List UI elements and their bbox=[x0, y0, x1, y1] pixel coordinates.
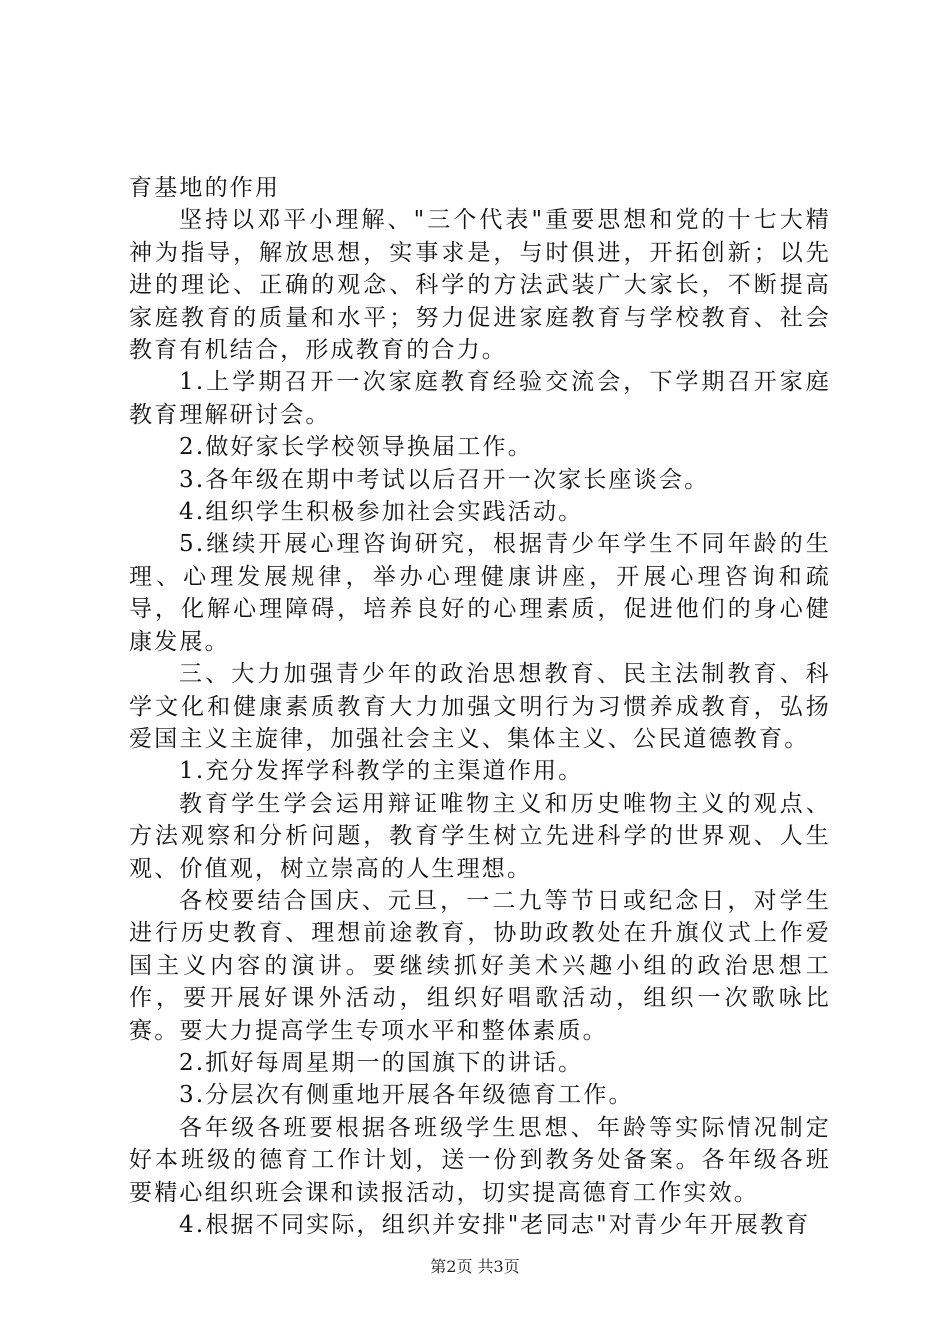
page-number-footer: 第2页 共3页 bbox=[430, 1257, 520, 1276]
paragraph-guiding-principle: 坚持以邓平小理解、"三个代表"重要思想和党的十七大精神为指导，解放思想，实事求是，与时俱进，开拓创新；以先进的理论、正确的观念、科学的方法武装广大家长，不断提高家庭教育的质量和水平；努力促进家庭教育与学校教育、社会教育有机结合，形成教育的合力。 bbox=[129, 207, 831, 364]
section-heading-three: 三、大力加强青少年的政治思想教育、民主法制教育、科学文化和健康素质教育大力加强文明行为习惯养成教育，弘扬爱国主义主旋律，加强社会主义、集体主义、公民道德教育。 bbox=[129, 661, 831, 752]
list-item-layered-moral-work: 3.分层次有侧重地开展各年级德育工作。 bbox=[179, 1082, 634, 1109]
list-item-subject-teaching: 1.充分发挥学科教学的主渠道作用。 bbox=[179, 758, 584, 785]
list-item-veteran-education: 4.根据不同实际，组织并安排"老同志"对青少年开展教育 bbox=[179, 1212, 811, 1238]
list-item-psychological-counseling: 5.继续开展心理咨询研究，根据青少年学生不同年龄的生理、心理发展规律，举办心理健康讲座，开展心理咨询和疏导，化解心理障碍，培养良好的心理素质，促进他们的身心健康发展。 bbox=[129, 531, 831, 655]
paragraph-continuation: 育基地的作用 bbox=[129, 175, 281, 201]
list-item-parent-school-leadership: 2.做好家长学校领导换届工作。 bbox=[179, 434, 533, 461]
list-item-flag-speech: 2.抓好每周星期一的国旗下的讲话。 bbox=[179, 1049, 584, 1076]
list-item-family-education-meetings: 1.上学期召开一次家庭教育经验交流会，下学期召开家庭教育理解研讨会。 bbox=[129, 369, 831, 428]
list-item-social-practice: 4.组织学生积极参加社会实践活动。 bbox=[179, 499, 584, 526]
list-item-parent-forum: 3.各年级在期中考试以后召开一次家长座谈会。 bbox=[179, 466, 710, 493]
paragraph-worldview-education: 教育学生学会运用辩证唯物主义和历史唯物主义的观点、方法观察和分析问题，教育学生树立先进科学的世界观、人生观、价值观，树立崇高的人生理想。 bbox=[129, 790, 831, 882]
document-body bbox=[129, 172, 831, 1241]
paragraph-class-plans: 各年级各班要根据各班级学生思想、年龄等实际情况制定好本班级的德育工作计划，送一份到教务处备案。各年级各班要精心组织班会课和读报活动，切实提高德育工作实效。 bbox=[129, 1114, 831, 1206]
paragraph-holiday-activities: 各校要结合国庆、元旦，一二九等节日或纪念日，对学生进行历史教育、理想前途教育，协助政教处在升旗仪式上作爱国主义内容的演讲。要继续抓好美术兴趣小组的政治思想工作，要开展好课外活动，组织好唱歌活动，组织一次歌咏比赛。要大力提高学生专项水平和整体素质。 bbox=[129, 887, 831, 1044]
